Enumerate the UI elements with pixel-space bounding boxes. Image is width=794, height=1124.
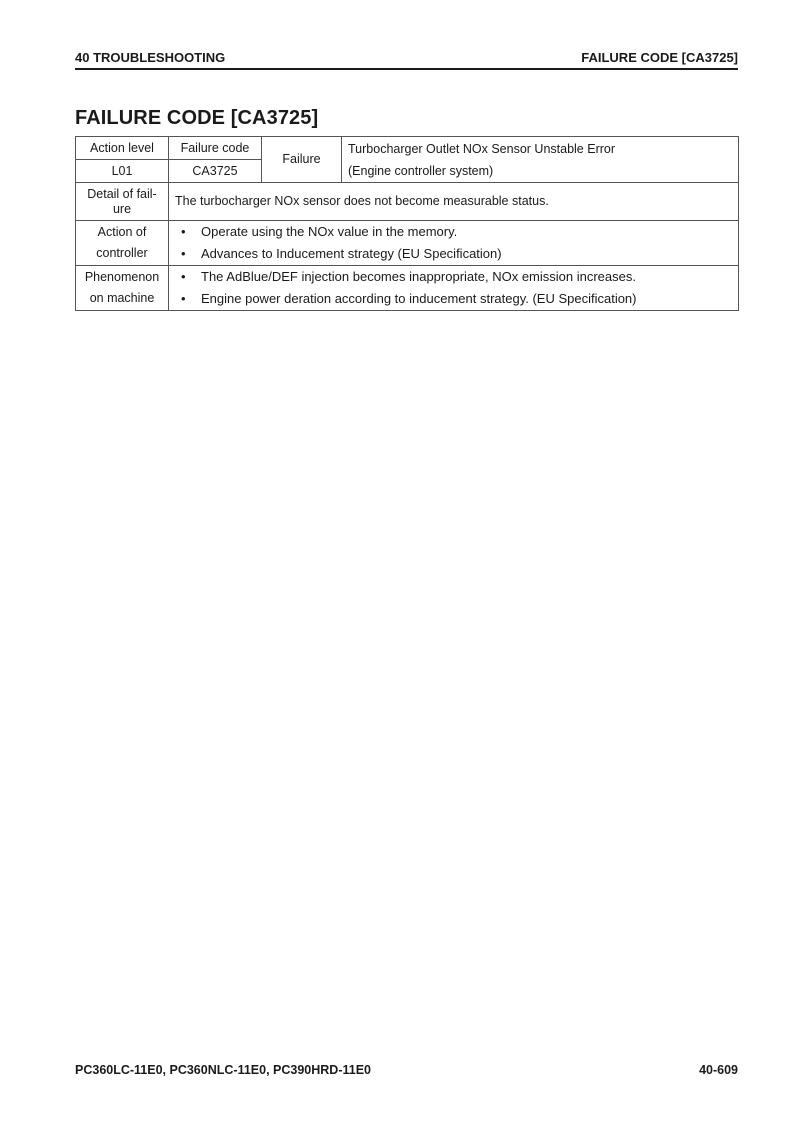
action-label <box>76 221 169 266</box>
table-row <box>76 137 739 160</box>
footer-models: PC360LC-11E0, PC360NLC-11E0, PC390HRD-11E0 <box>75 1063 371 1077</box>
failure-system: (Engine controller system) <box>348 163 494 178</box>
detail-label-line2: ure <box>112 201 132 216</box>
phenomenon-label-line2: on machine <box>89 291 155 305</box>
table-row <box>76 221 739 266</box>
header-divider <box>75 68 738 70</box>
failure-description <box>342 137 739 183</box>
failure-label: Failure <box>262 137 342 183</box>
detail-label-line1: Detail of fail- <box>87 186 157 201</box>
list-item: • Operate using the NOx value in the memory. <box>175 221 732 243</box>
phenomenon-label <box>76 266 169 311</box>
action-list <box>175 221 732 265</box>
detail-label <box>76 183 169 221</box>
failure-code-table <box>75 136 739 311</box>
failure-code-value: CA3725 <box>169 160 262 183</box>
header-code-title: FAILURE CODE [CA3725] <box>581 50 738 65</box>
phenomenon-items <box>169 266 739 311</box>
list-item: • The AdBlue/DEF injection becomes inappropriate, NOx emission increases. <box>175 266 732 288</box>
page-title: FAILURE CODE [CA3725] <box>75 107 319 129</box>
action-level-label: Action level <box>76 137 169 160</box>
bullet-icon: • <box>181 269 186 284</box>
bullet-icon: • <box>181 291 186 306</box>
phenomenon-list <box>175 266 732 310</box>
bullet-icon: • <box>181 246 186 261</box>
table-row <box>76 266 739 311</box>
action-label-line1: Action of <box>97 225 147 239</box>
page-header <box>75 48 738 68</box>
list-item: • Engine power deration according to inducement strategy. (EU Specification) <box>175 288 732 310</box>
header-section: 40 TROUBLESHOOTING <box>75 50 226 65</box>
action-items <box>169 221 739 266</box>
table-row <box>76 183 739 221</box>
detail-text: The turbocharger NOx sensor does not become measurable status. <box>169 183 739 221</box>
action-level-value: L01 <box>76 160 169 183</box>
footer-page-number: 40-609 <box>699 1063 738 1077</box>
bullet-icon: • <box>181 224 186 239</box>
action-label-line2: controller <box>96 246 148 260</box>
failure-code-label: Failure code <box>169 137 262 160</box>
list-item: • Advances to Inducement strategy (EU Specification) <box>175 243 732 265</box>
phenomenon-label-line1: Phenomenon <box>84 270 160 284</box>
failure-name: Turbocharger Outlet NOx Sensor Unstable Error <box>348 141 616 156</box>
